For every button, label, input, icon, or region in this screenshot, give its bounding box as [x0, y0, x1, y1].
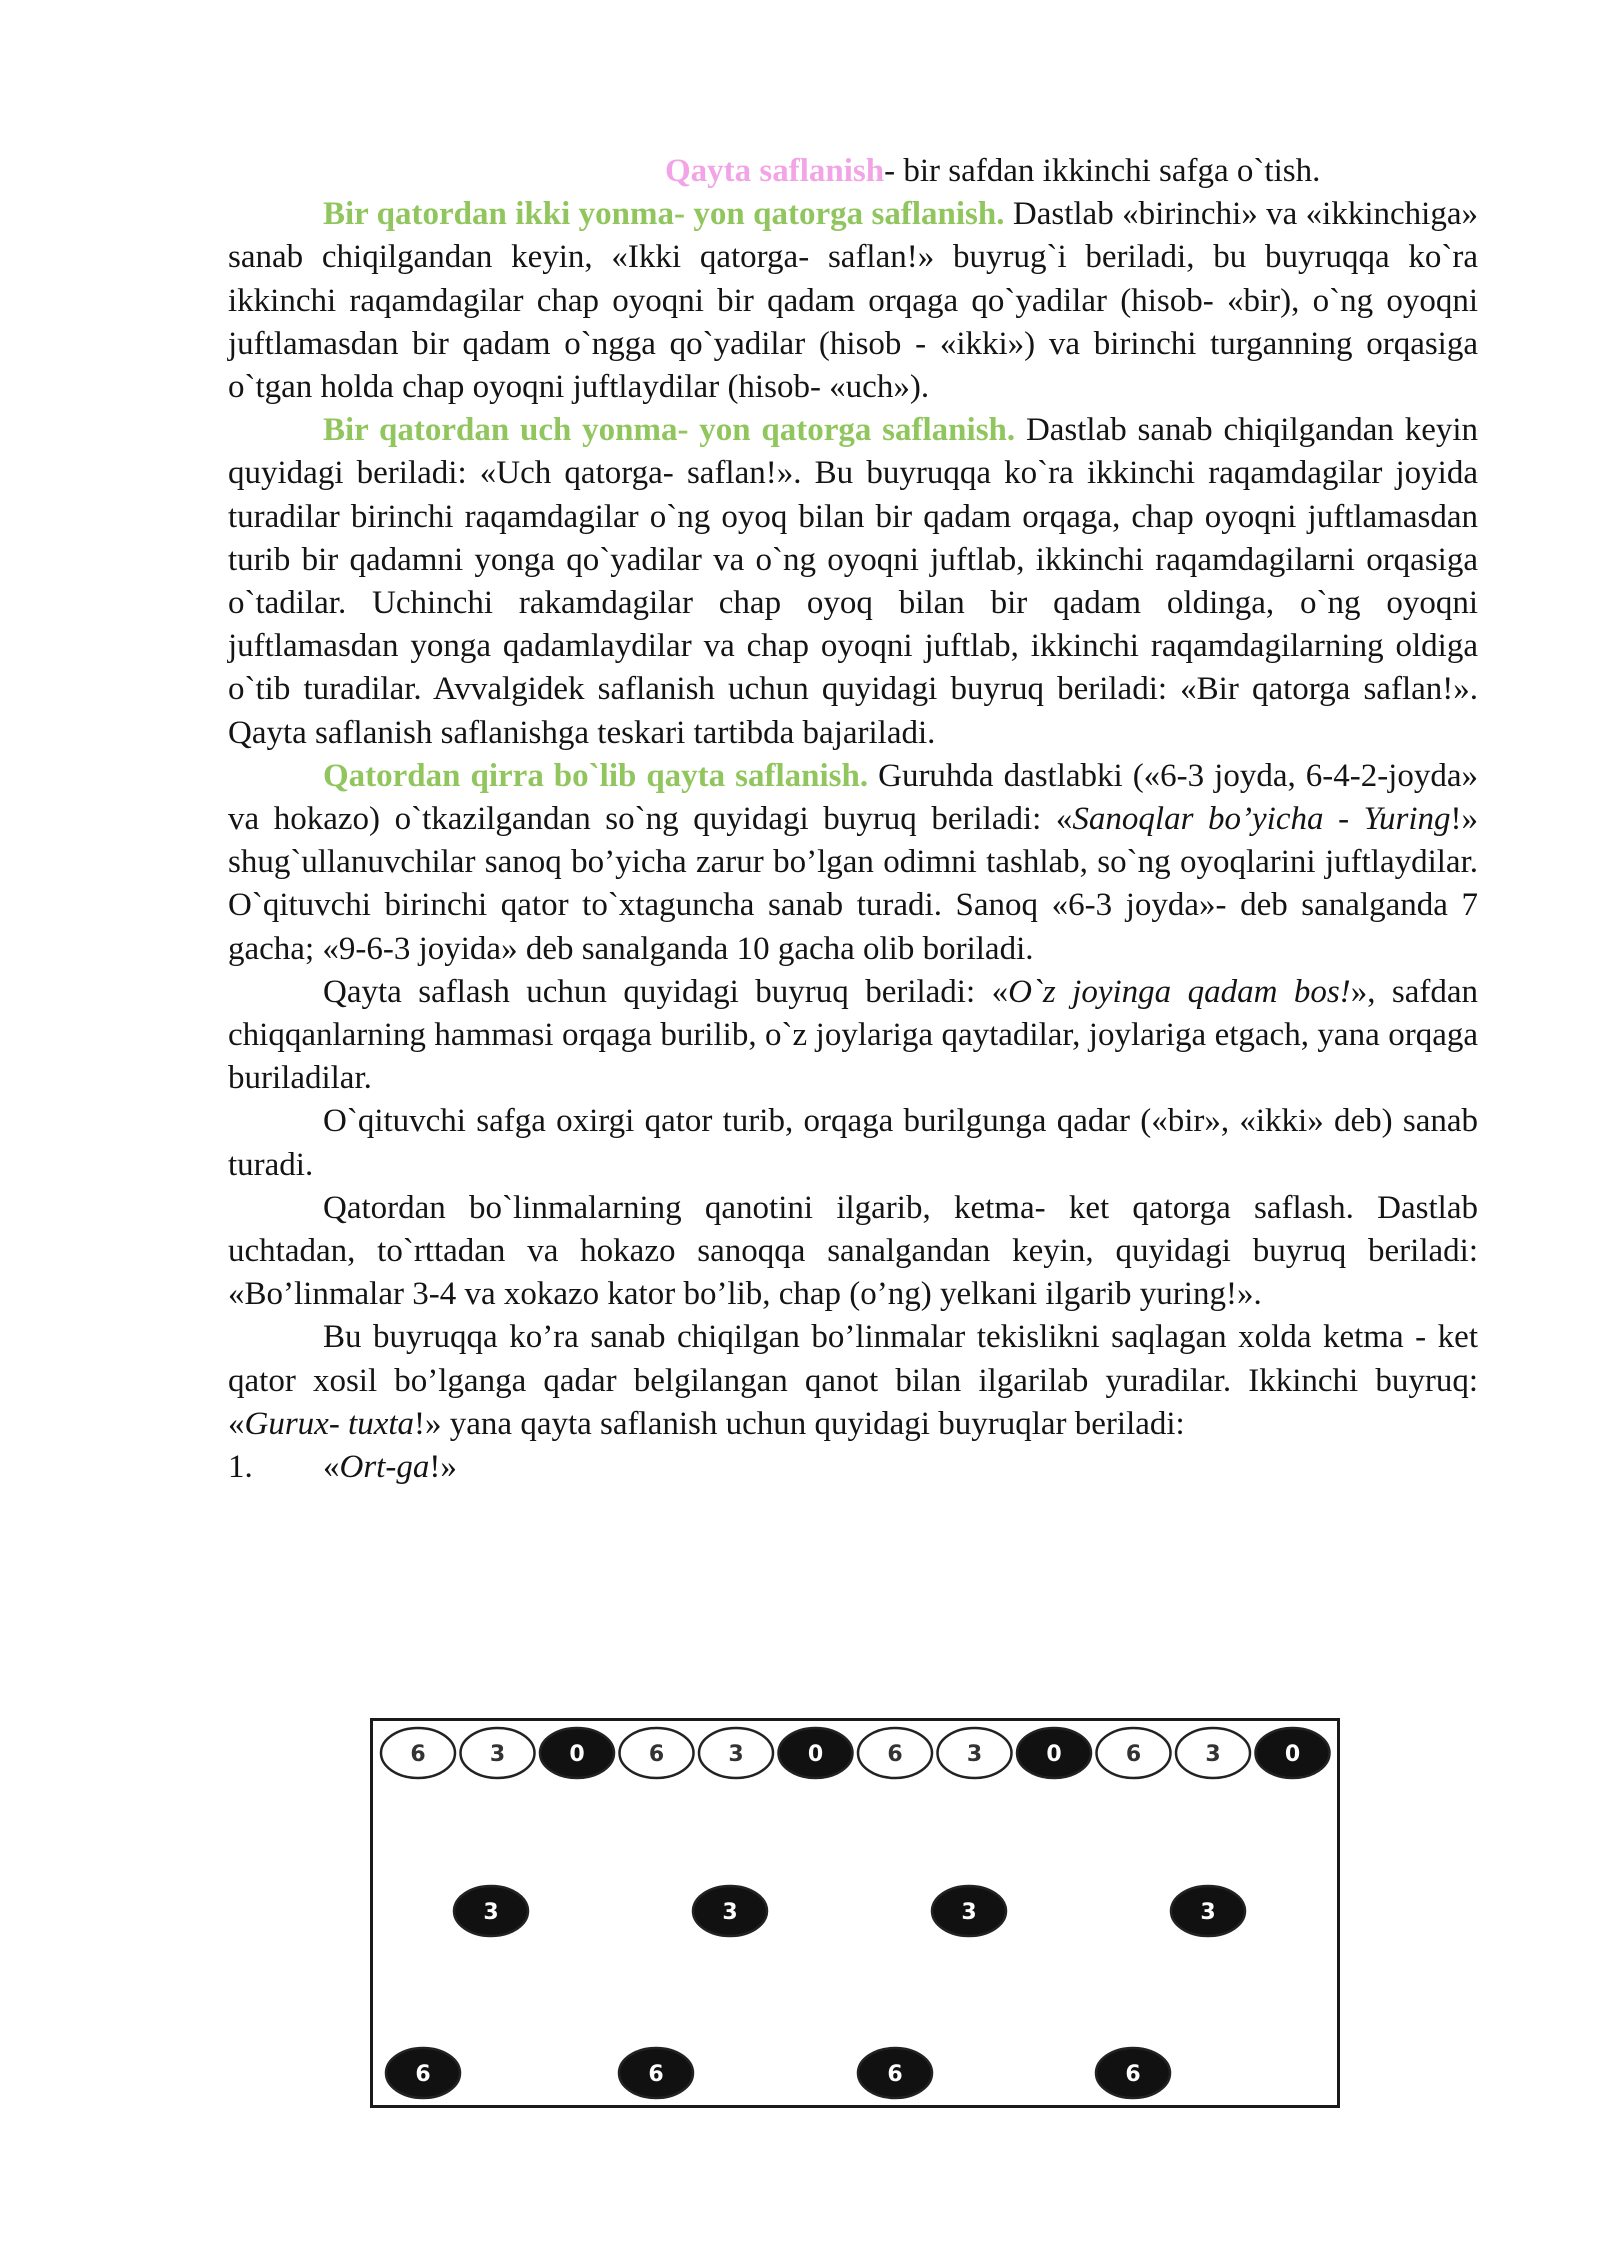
- paragraph-three-rows-text: Dastlab sanab chiqilgandan keyin quyidagi beriladi: «Uch qatorga- saflan!». Bu buyruqqa ko`ra ikkinchi raqamdagilar joyida turadilar birinchi raqamdagilar o`ng oyoq bilan bir qadam orqaga, chap oyoqni juftlamasdan turib bir qadamni yonga qo`yadilar va o`ng oyoqni juftlab, ikkinchi raqamdagilarni orqasiga o`tadilar. Uchinchi rakamdagilar chap oyoq bilan bir qadam oldinga, o`ng oyoqni juftlamasdan yonga qadamlaydilar va chap oyoqni juftlab, ikkinchi raqamdagilarning oldiga o`tib turadilar. Avvalgidek saflanish uchun quyidagi buyruq beriladi: «Bir qatorga saflan!». Qayta saflanish saflanishga teskari tartibda bajariladi.: [228, 412, 1479, 751]
- top-row-circle-label: 0: [569, 1742, 585, 1767]
- paragraph-two-rows-text: Dastlab «birinchi» va «ikkinchiga» sanab chiqilgandan keyin, «Ikki qatorga- saflan!» buyrug`i beriladi, bu buyruqqa ko`ra ikkinchi raqamdagilar chap oyoqni bir qadam orqaga qo`yadilar (hisob- «bir), o`ng oyoqni juftlamasdan bir qadam o`ngga qo`yadilar (hisob - «ikki») va birinchi turganning orqasiga o`tgan holda chap oyoqni juftlaydilar (hisob- «uch»).: [228, 196, 1478, 406]
- bottom-row-circle: [1096, 2048, 1170, 2098]
- top-row-circle-label: 6: [1125, 1742, 1142, 1767]
- top-row-circle: [1017, 1728, 1091, 1778]
- middle-row-circle: [693, 1886, 767, 1936]
- bottom-row-circle: [858, 2048, 932, 2098]
- top-row-circle-label: 3: [489, 1742, 506, 1767]
- intro-definition: - bir safdan ikkinchi safga o`tish.: [884, 153, 1321, 189]
- middle-row-circle-label: 3: [722, 1900, 738, 1925]
- middle-row-circle-label: 3: [961, 1900, 977, 1925]
- intro-line: [228, 150, 1478, 193]
- term-two-rows: Bir qatordan ikki yonma- yon qatorga saflanish.: [323, 196, 1005, 233]
- paragraph-return-text-a: Qayta saflash uchun quyidagi buyruq beriladi: «: [323, 973, 1009, 1010]
- paragraph-three-rows: [228, 409, 1478, 755]
- list-item: [228, 1446, 1478, 1489]
- command-step-back: O`z joyinga qadam bos!: [1008, 973, 1351, 1010]
- middle-row-circle: [454, 1886, 528, 1936]
- bottom-row-circle-label: 6: [415, 2062, 431, 2087]
- top-row-circle-label: 0: [807, 1742, 824, 1767]
- list-number: 1.: [228, 1449, 253, 1486]
- paragraph-return: [228, 971, 1478, 1101]
- term-edge-rows: Qatordan qirra bo`lib qayta saflanish.: [323, 757, 869, 794]
- top-row-circle-label: 3: [1205, 1742, 1221, 1767]
- top-row-circle: [858, 1728, 932, 1778]
- command-group-halt: Gurux- tuxta: [244, 1405, 415, 1442]
- top-row-circle: [461, 1728, 535, 1778]
- list-command: «Ort-ga!»: [323, 1449, 457, 1486]
- middle-row-circle: [932, 1886, 1006, 1936]
- term-qayta-saflanish: Qayta saflanish: [665, 153, 885, 189]
- top-row-circle: [1097, 1728, 1171, 1778]
- top-row-circle-label: 6: [410, 1742, 426, 1767]
- middle-row-circle-label: 3: [1200, 1900, 1216, 1925]
- top-row-circle-label: 6: [887, 1742, 903, 1767]
- bottom-row-circle: [386, 2048, 460, 2098]
- top-row-circle: [1256, 1728, 1330, 1778]
- command-count-march: Sanoqlar bo’yicha - Yuring: [1072, 801, 1451, 838]
- formation-diagram: [370, 1718, 1340, 2108]
- top-row-circle: [1176, 1728, 1250, 1778]
- paragraph-teacher-count: O`qituvchi safga oxirgi qator turib, orqaga burilgunga qadar («bir», «ikki» deb) sanab turadi.: [228, 1103, 1478, 1183]
- paragraph-edge-rows-text-a: Guruhda dastlabki («6-3 joyda, 6-4-2-joyda» va hokazo) o`tkazilgandan so`ng quyidagi buyruq beriladi: «: [228, 757, 1479, 838]
- top-row-circle: [540, 1728, 614, 1778]
- top-row-circle-label: 0: [1284, 1742, 1301, 1767]
- top-row-circle: [779, 1728, 853, 1778]
- document-page: [228, 150, 1478, 1489]
- bottom-row-circle-label: 6: [1125, 2062, 1141, 2087]
- top-row-circle: [938, 1728, 1012, 1778]
- paragraph-units-march-text-b: !» yana qayta saflanish uchun quyidagi buyruqlar beriladi:: [414, 1405, 1185, 1442]
- top-row-circle: [699, 1728, 773, 1778]
- top-row-circle-label: 6: [648, 1742, 665, 1767]
- term-three-rows: Bir qatordan uch yonma- yon qatorga saflanish.: [323, 412, 1016, 449]
- paragraph-units-march-text-a: Bu buyruqqa ko’ra sanab chiqilgan bo’linmalar tekislikni saqlagan xolda ketma - ket qator xosil bo’lganga qadar belgilangan qanot bilan ilgarilab yuradilar. Ikkinchi buyruq: «: [228, 1319, 1478, 1442]
- formation-svg: [373, 1721, 1337, 2105]
- top-row-circle-label: 0: [1046, 1742, 1062, 1767]
- middle-row-circle-label: 3: [483, 1900, 499, 1925]
- top-row-circle: [381, 1728, 455, 1778]
- bottom-row-circle: [619, 2048, 693, 2098]
- middle-row-circle: [1171, 1886, 1245, 1936]
- paragraph-two-rows: [228, 193, 1478, 409]
- top-row-circle-label: 3: [966, 1742, 983, 1767]
- top-row-circle: [620, 1728, 694, 1778]
- bottom-row-circle-label: 6: [887, 2062, 903, 2087]
- paragraph-units-march: [228, 1316, 1478, 1446]
- bottom-row-circle-label: 6: [648, 2062, 664, 2087]
- paragraph-edge-rows: [228, 755, 1478, 971]
- top-row-circle-label: 3: [728, 1742, 744, 1767]
- paragraph-return-text-b: », safdan chiqqanlarning hammasi orqaga burilib, o`z joylariga qaytadilar, joylariga etgach, yana orqaga buriladilar.: [228, 973, 1478, 1097]
- paragraph-units: Qatordan bo`linmalarning qanotini ilgarib, ketma- ket qatorga saflash. Dastlab uchtadan, to`rttadan va hokazo sanoqqa sanalgandan keyin, quyidagi buyruq beriladi: «Bo’linmalar 3-4 va xokazo kator bo’lib, chap (o’ng) yelkani ilgarib yuring!».: [228, 1189, 1478, 1313]
- paragraph-edge-rows-text-b: !» shug`ullanuvchilar sanoq bo’yicha zarur bo’lgan odimni tashlab, so`ng oyoqlarini juftlaydilar. O`qituvchi birinchi qator to`xtaguncha sanab turadi. Sanoq «6-3 joyda»- deb sanalganda 7 gacha; «9-6-3 joyida» deb sanalganda 10 gacha olib boriladi.: [228, 801, 1478, 967]
- command-back: Ort-ga: [339, 1449, 430, 1486]
